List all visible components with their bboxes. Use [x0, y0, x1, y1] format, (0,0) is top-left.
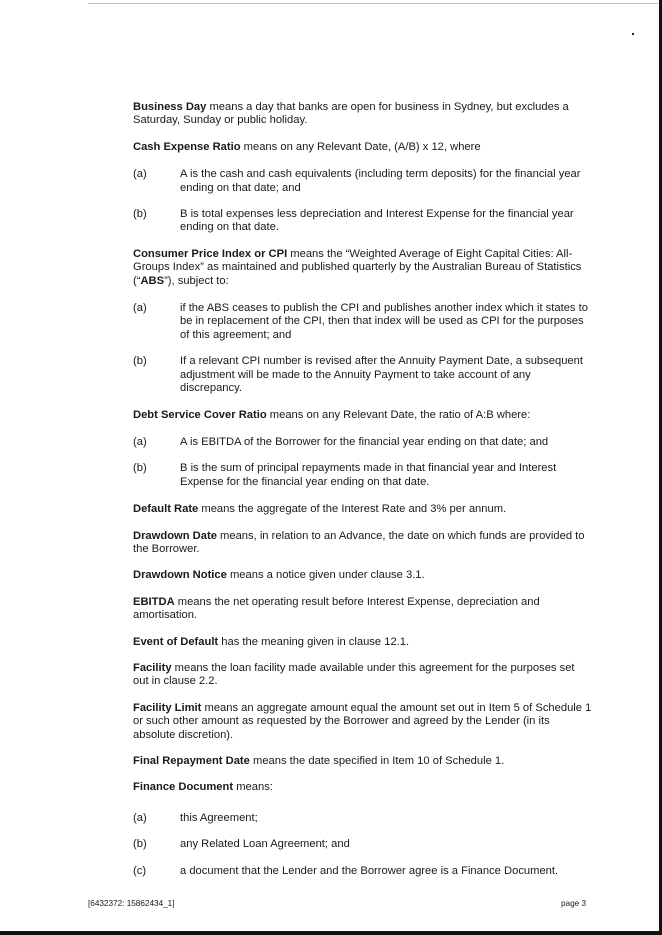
definition-consumer-price-index	[133, 248, 593, 288]
definition-ebitda	[133, 596, 593, 623]
definition-text: means an aggregate amount equal the amount set out in Item 5 of Schedule 1 or such other amount as requested by the Borrower and agreed by the Lender (in its absolute discretion).	[133, 701, 592, 741]
list-item	[133, 436, 593, 449]
item-label: (a)	[133, 302, 147, 315]
definition-text: means, in relation to an Advance, the date on which funds are provided to the Borrower.	[133, 529, 585, 555]
defined-term: Drawdown Date	[133, 529, 217, 542]
definition-event-of-default	[133, 636, 593, 649]
item-label: (b)	[133, 838, 147, 851]
list-item	[133, 838, 593, 851]
definition-text: means the aggregate of the Interest Rate and 3% per annum.	[201, 503, 507, 516]
item-label: (a)	[133, 811, 147, 824]
item-text: this Agreement;	[180, 811, 258, 824]
defined-term: Cash Expense Ratio	[133, 140, 241, 153]
scan-speck	[632, 33, 634, 35]
defined-term: Default Rate	[133, 503, 199, 516]
item-label: (b)	[133, 355, 147, 368]
defined-term: Event of Default	[133, 635, 219, 648]
scan-edge-bottom	[0, 931, 662, 935]
footer-doc-reference: [6432372: 15862434_1]	[88, 899, 175, 908]
list-item	[133, 355, 593, 395]
defined-term: EBITDA	[133, 595, 175, 608]
definition-cash-expense-ratio	[133, 141, 593, 154]
definition-business-day	[133, 101, 593, 128]
definition-facility	[133, 662, 593, 689]
definition-text: means:	[236, 781, 273, 794]
definition-text: has the meaning given in clause 12.1.	[221, 635, 410, 648]
defined-term: Consumer Price Index or CPI	[133, 247, 288, 260]
definition-text: means a notice given under clause 3.1.	[229, 569, 425, 582]
item-label: (c)	[133, 864, 147, 877]
item-text: B is total expenses less depreciation and Interest Expense for the financial year ending on that date.	[180, 208, 574, 234]
item-text: any Related Loan Agreement; and	[180, 838, 350, 851]
list-item	[133, 208, 593, 235]
item-label: (b)	[133, 208, 147, 221]
definition-facility-limit	[133, 702, 593, 742]
defined-abbreviation: ABS	[140, 274, 165, 287]
definition-text: means on any Relevant Date, (A/B) x 12, where	[243, 140, 481, 153]
definition-text: ”), subject to:	[164, 274, 229, 287]
list-item	[133, 302, 593, 342]
item-label: (a)	[133, 168, 147, 181]
definitions-body	[133, 101, 593, 878]
definition-finance-document	[133, 781, 593, 794]
item-text: B is the sum of principal repayments made in that financial year and Interest Expense for the financial year ending on that date.	[180, 462, 557, 488]
definition-text: means a day that banks are open for business in Sydney, but excludes a Saturday, Sunday or public holiday.	[133, 101, 569, 127]
list-item	[133, 865, 593, 878]
definition-text: means the loan facility made available under this agreement for the purposes set out in clause 2.2.	[133, 661, 575, 688]
defined-term: Finance Document	[133, 781, 234, 794]
definition-debt-service-cover-ratio	[133, 409, 593, 422]
item-text: A is the cash and cash equivalents (including term deposits) for the financial year ending on that date; and	[180, 168, 581, 194]
defined-term: Final Repayment Date	[133, 755, 250, 767]
item-label: (b)	[133, 462, 147, 475]
definition-default-rate	[133, 503, 593, 516]
defined-term: Drawdown Notice	[133, 569, 227, 582]
item-text: A is EBITDA of the Borrower for the financial year ending on that date; and	[180, 435, 549, 448]
scan-edge-top	[88, 3, 658, 4]
item-text: If a relevant CPI number is revised after the Annuity Payment Date, a subsequent adjustment will be made to the Annuity Payment to take account of any discrepancy.	[180, 355, 583, 395]
footer-page-number: page 3	[561, 899, 587, 908]
definition-final-repayment-date	[133, 755, 593, 768]
list-item	[133, 462, 593, 489]
list-item	[133, 812, 593, 825]
definition-text: means the date specified in Item 10 of Schedule 1.	[253, 755, 505, 767]
item-text: if the ABS ceases to publish the CPI and publishes another index which it states to be in replacement of the CPI, then that index will be used as CPI for the purposes of this agreement; and	[180, 302, 588, 341]
definition-text: means the net operating result before Interest Expense, depreciation and amortisation.	[133, 595, 540, 622]
defined-term: Business Day	[133, 101, 207, 113]
defined-term: Debt Service Cover Ratio	[133, 408, 267, 421]
item-text: a document that the Lender and the Borrower agree is a Finance Document.	[180, 864, 559, 877]
definition-drawdown-notice	[133, 569, 593, 582]
definition-drawdown-date	[133, 530, 593, 557]
defined-term: Facility Limit	[133, 701, 202, 714]
item-label: (a)	[133, 435, 147, 448]
definition-text: means the “Weighted Average of Eight Capital Cities: All-Groups Index” as maintained and published quarterly by the Australian Bureau of Statistics (“	[133, 247, 582, 287]
list-item	[133, 168, 593, 195]
definition-text: means on any Relevant Date, the ratio of A:B where:	[269, 408, 531, 421]
defined-term: Facility	[133, 661, 172, 674]
